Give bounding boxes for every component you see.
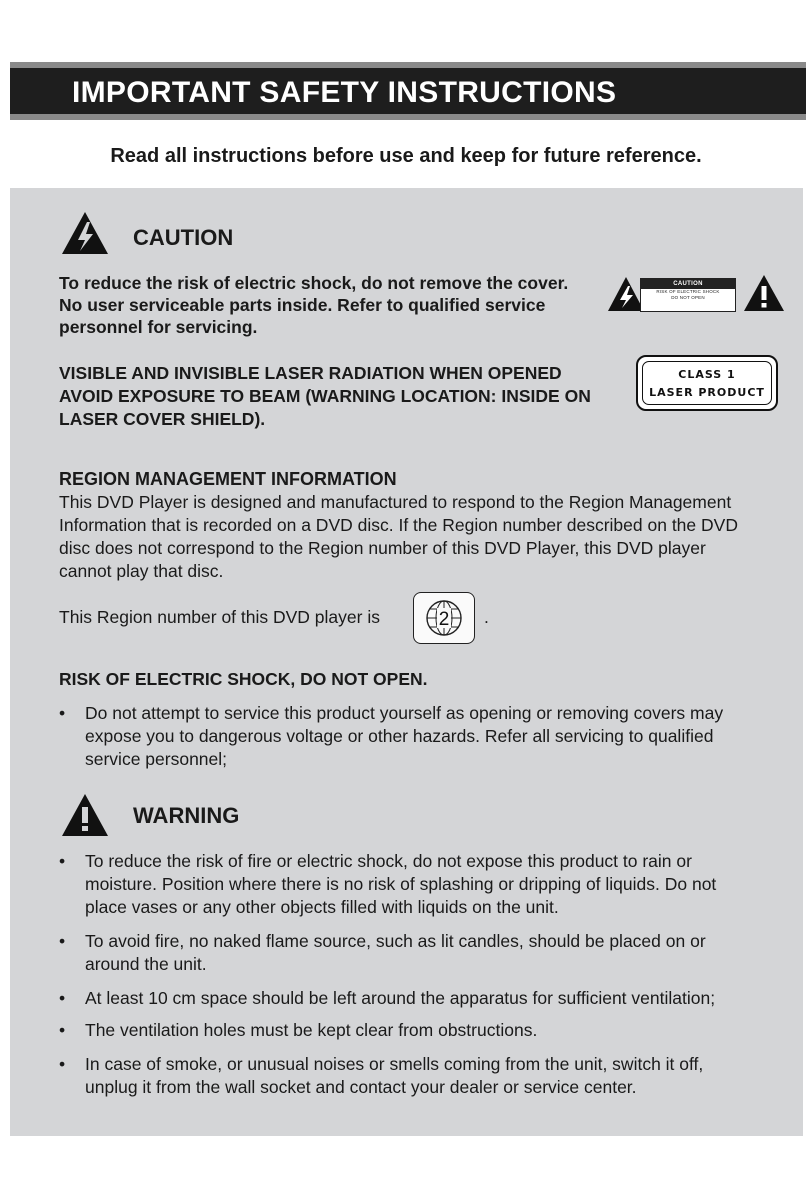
bullet: • — [59, 1054, 66, 1074]
shock-heading: RISK OF ELECTRIC SHOCK, DO NOT OPEN. — [59, 669, 428, 689]
laser-line: LASER COVER SHIELD). — [59, 409, 266, 429]
caution-line: No user serviceable parts inside. Refer to qualified service — [59, 295, 546, 315]
bullet: • — [59, 851, 66, 871]
caution-label-line: DO NOT OPEN — [671, 295, 705, 300]
warning-bullet-line: In case of smoke, or unusual noises or smells coming from the unit, switch it off, — [85, 1054, 704, 1074]
region-number-badge — [413, 592, 475, 644]
bullet: • — [59, 703, 66, 723]
exclamation-warning-icon — [60, 792, 110, 838]
content-panel — [10, 188, 803, 1136]
warning-bullet-line: To avoid fire, no naked flame source, such as lit candles, should be placed on or — [85, 931, 706, 951]
warning-bullet-line: The ventilation holes must be kept clear from obstructions. — [85, 1020, 538, 1040]
caution-label-title: CAUTION — [641, 279, 735, 289]
bullet: • — [59, 931, 66, 951]
header-bar — [10, 62, 806, 120]
exclamation-warning-icon — [742, 273, 786, 313]
shock-bullet-line: service personnel; — [85, 749, 228, 769]
warning-bullet-line: At least 10 cm space should be left around the apparatus for sufficient ventilation; — [85, 988, 716, 1008]
warning-bullet-line: unplug it from the wall socket and contact your dealer or service center. — [85, 1077, 637, 1097]
region-heading: REGION MANAGEMENT INFORMATION — [59, 469, 397, 489]
caution-label-line: RISK OF ELECTRIC SHOCK — [656, 289, 720, 294]
warning-bullet-line: To reduce the risk of fire or electric shock, do not expose this product to rain or — [85, 851, 692, 871]
region-trailing: . — [484, 607, 489, 627]
shock-bullet-line: expose you to dangerous voltage or other hazards. Refer all servicing to qualified — [85, 726, 714, 746]
region-number-text: This Region number of this DVD player is — [59, 607, 380, 627]
dvd-region-globe-icon — [420, 597, 468, 639]
warning-bullet-line: place vases or any other objects filled with liquids on the unit. — [85, 897, 559, 917]
warning-heading: WARNING — [133, 803, 240, 828]
laser-line: VISIBLE AND INVISIBLE LASER RADIATION WHEN OPENED — [59, 363, 562, 383]
region-line: disc does not correspond to the Region number of this DVD Player, this DVD player — [59, 538, 706, 558]
region-line: Information that is recorded on a DVD disc. If the Region number described on the DVD — [59, 515, 738, 535]
region-number: 2 — [438, 609, 450, 630]
page-title: IMPORTANT SAFETY INSTRUCTIONS — [72, 76, 617, 109]
region-line: This DVD Player is designed and manufactured to respond to the Region Management — [59, 492, 732, 512]
lightning-warning-icon — [60, 210, 110, 256]
caution-heading: CAUTION — [133, 225, 234, 250]
warning-bullet-line: moisture. Position where there is no risk of splashing or dripping of liquids. Do not — [85, 874, 717, 894]
laser-line: AVOID EXPOSURE TO BEAM (WARNING LOCATION: INSIDE ON — [59, 386, 591, 406]
region-line: cannot play that disc. — [59, 561, 224, 581]
caution-line: To reduce the risk of electric shock, do not remove the cover. — [59, 273, 569, 293]
shock-bullet-line: Do not attempt to service this product yourself as opening or removing covers may — [85, 703, 724, 723]
caution-label — [640, 278, 736, 312]
subtitle: Read all instructions before use and keep for future reference. — [110, 145, 702, 167]
warning-bullet-line: around the unit. — [85, 954, 207, 974]
laser-badge-line: LASER PRODUCT — [649, 386, 765, 399]
laser-class-badge — [636, 355, 778, 411]
bullet: • — [59, 1020, 66, 1040]
caution-line: personnel for servicing. — [59, 317, 258, 337]
bullet: • — [59, 988, 66, 1008]
laser-badge-line: CLASS 1 — [678, 368, 736, 381]
